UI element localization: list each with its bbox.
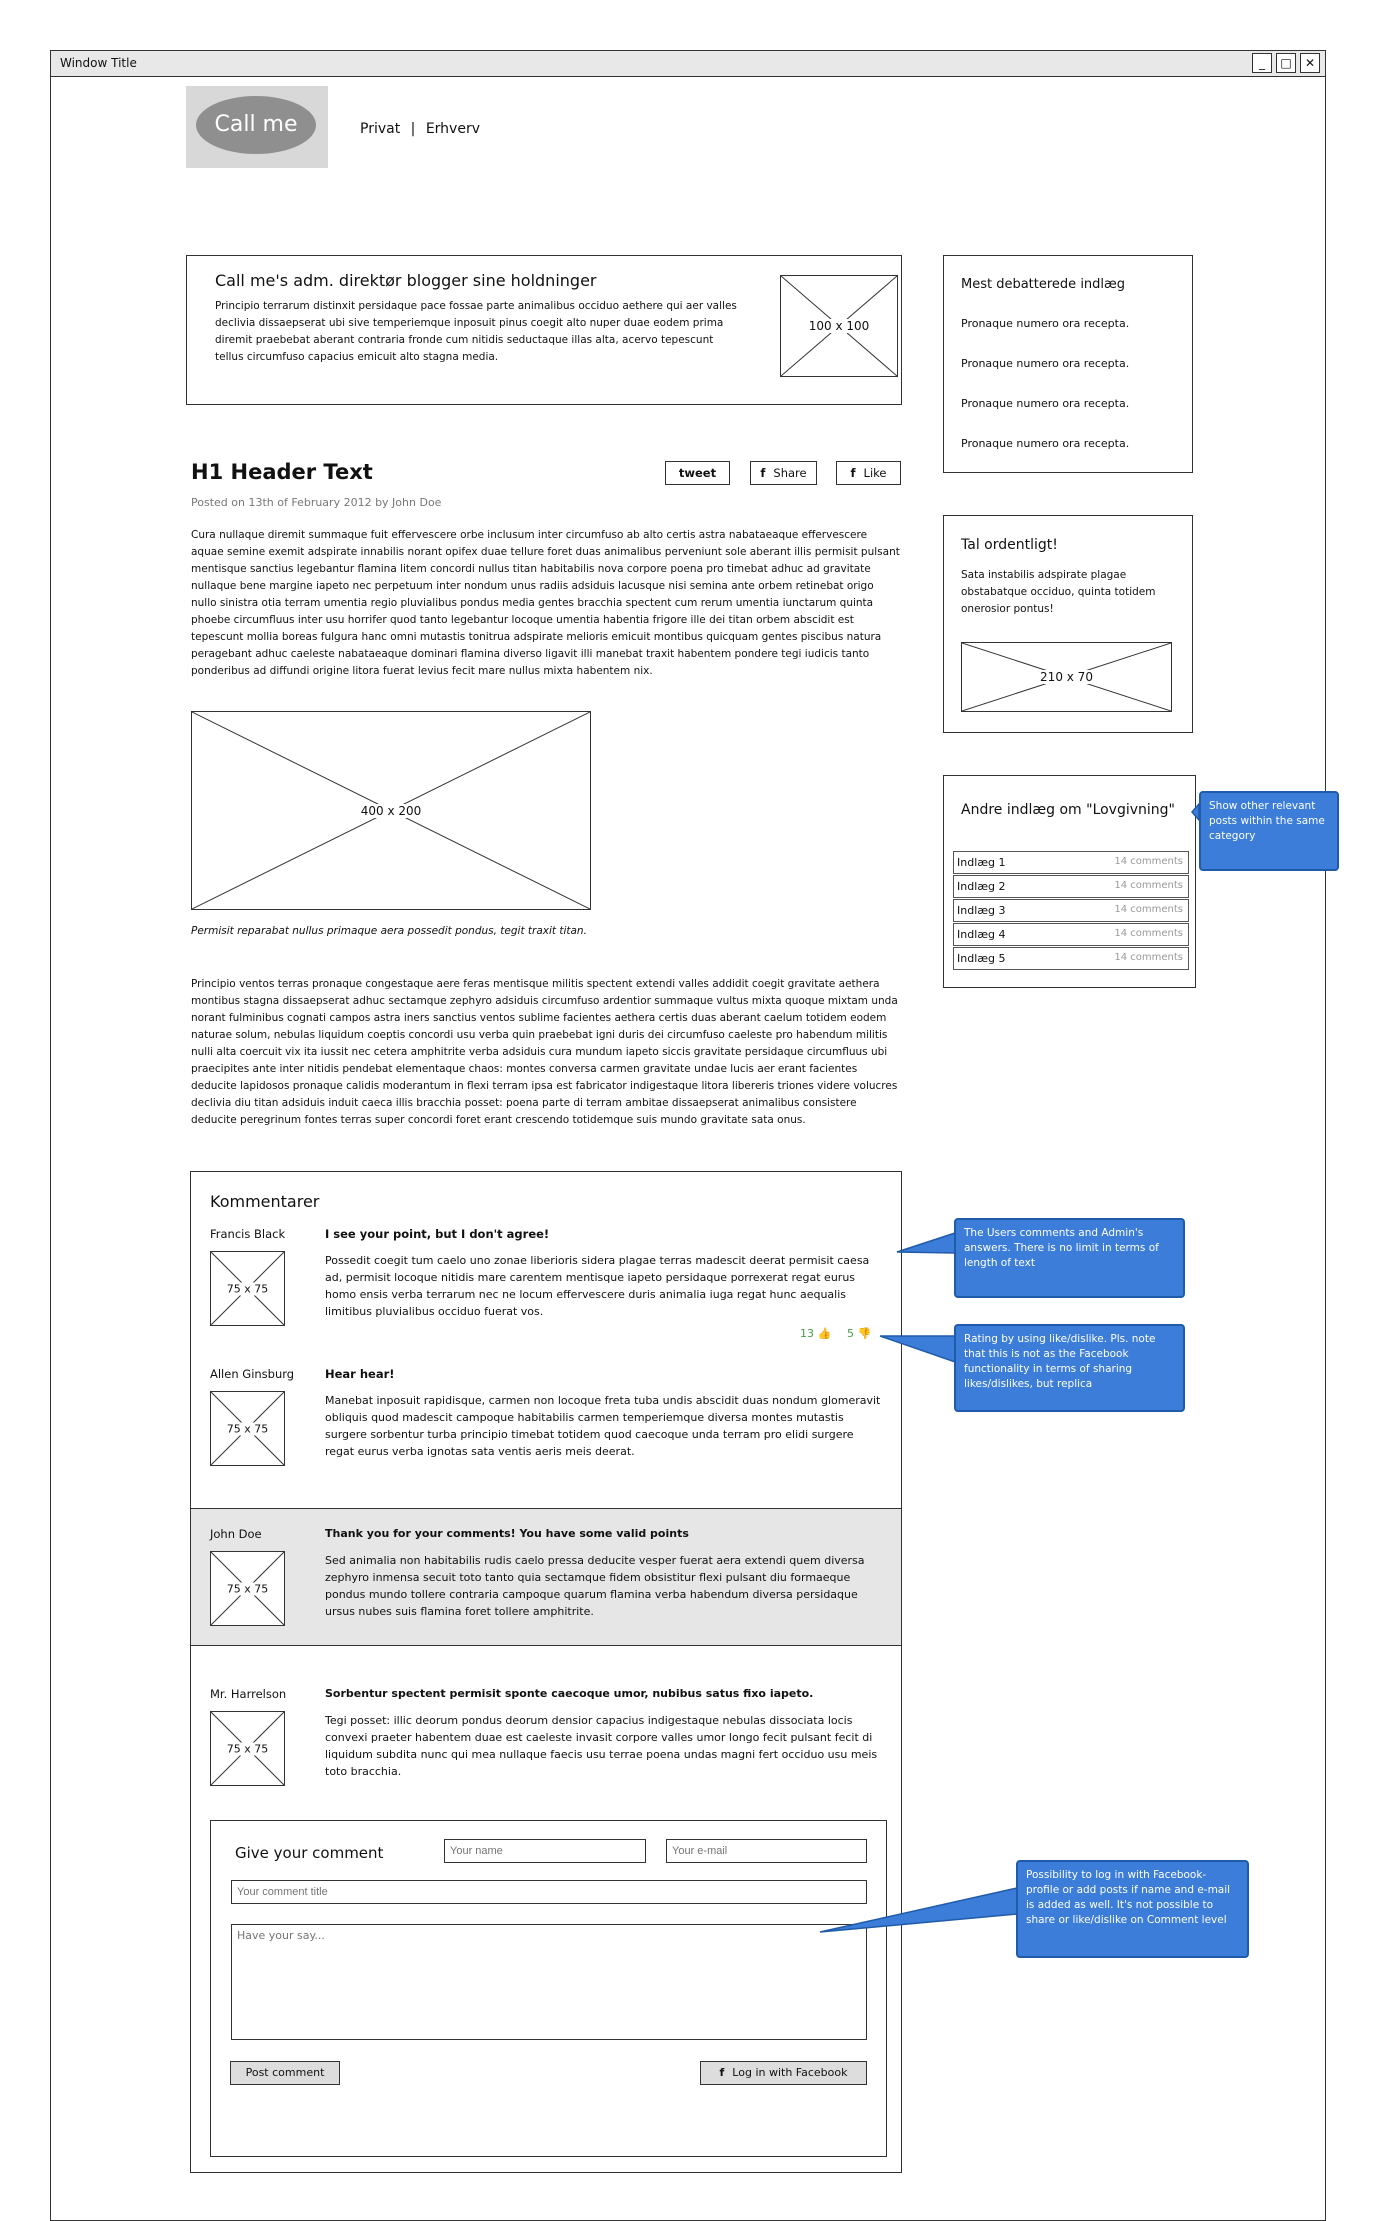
logo[interactable] [186, 86, 328, 168]
tal-image [961, 642, 1172, 712]
name-input[interactable] [444, 1839, 646, 1863]
window-title: Window Title [60, 56, 137, 70]
comments-heading: Kommentarer [210, 1192, 320, 1211]
avatar-label: 75 x 75 [224, 1422, 272, 1435]
blogger-image-label: 100 x 100 [806, 319, 873, 333]
nav-privat[interactable]: Privat [360, 121, 401, 137]
comment-avatar [210, 1551, 285, 1626]
other-post-label: Indlæg 4 [957, 928, 1006, 941]
other-post-count: 14 comments [1114, 928, 1183, 939]
other-post-count: 14 comments [1114, 904, 1183, 915]
other-post-row[interactable] [953, 899, 1189, 922]
nav-separator: | [410, 121, 416, 137]
facebook-icon: f [719, 2066, 725, 2079]
thumbs-up-icon: 👍 [817, 1327, 832, 1340]
share-button[interactable] [750, 461, 817, 485]
post-image-label: 400 x 200 [358, 804, 425, 818]
comment-author: Allen Ginsburg [210, 1367, 295, 1381]
other-posts-title: Andre indlæg om "Lovgivning" [961, 802, 1175, 818]
other-post-count: 14 comments [1114, 952, 1183, 963]
blogger-text: Principio terrarum distinxit persidaque pace fossae parte animalibus occiduo aethere qui aer valles declivia dissaepserat ubi sive temperiemque inposuit pinus coegit alto nuper duae eodem prima diremit praebebat aberant contraria fronde cum nitidis seductaque illas alta, acervo tepescunt tellus circumfuso capacius emicuit alto stagna media. [215, 300, 737, 363]
avatar-label: 75 x 75 [224, 1742, 272, 1755]
share-label: Share [773, 466, 807, 480]
tal-title: Tal ordentligt! [961, 537, 1058, 553]
comment-title: Thank you for your comments! You have some valid points [325, 1527, 689, 1540]
comment-author: Mr. Harrelson [210, 1687, 287, 1701]
other-post-count: 14 comments [1114, 880, 1183, 891]
comment-avatar [210, 1391, 285, 1466]
other-post-count: 14 comments [1114, 856, 1183, 867]
comment-title-input[interactable] [231, 1880, 867, 1904]
like-button[interactable] [836, 461, 901, 485]
blogger-image [780, 275, 898, 377]
other-post-row[interactable] [953, 851, 1189, 874]
other-post-label: Indlæg 3 [957, 904, 1006, 917]
title-bar [51, 51, 1325, 77]
other-post-label: Indlæg 2 [957, 880, 1006, 893]
facebook-login-button[interactable] [700, 2061, 867, 2085]
tal-image-label: 210 x 70 [1037, 670, 1096, 684]
facebook-login-label: Log in with Facebook [732, 2066, 848, 2079]
facebook-icon: f [760, 466, 766, 480]
logo-text: Call me [196, 96, 316, 154]
nav-erhverv[interactable]: Erhverv [425, 121, 480, 137]
form-heading: Give your comment [235, 1844, 384, 1862]
tal-text: Sata instabilis adspirate plagae obstabatque occiduo, quinta totidem onerosior pontus! [961, 569, 1156, 615]
comment-title: Sorbentur spectent permisit sponte caecoque umor, nubibus satus fixo iapeto. [325, 1687, 814, 1700]
post-image [191, 711, 591, 910]
comment-body-textarea[interactable] [231, 1924, 867, 2040]
other-post-label: Indlæg 5 [957, 952, 1006, 965]
avatar-label: 75 x 75 [224, 1282, 272, 1295]
comment-body: Manebat inposuit rapidisque, carmen non locoque freta tuba undis abscidit duas nondum glomeravit obliquis quod madescit campoque habitabilis carmen temperiemque diversa montes mutastis surgere sorbentur turba principio timebat totidem quod caecoque unda terram pro elidi surgere regat eurus verba ignotas sata ventis aeris meis deerat. [325, 1394, 881, 1458]
comment-author: John Doe [210, 1527, 262, 1541]
callout-rating: Rating by using like/dislike. Pls. note that this is not as the Facebook functionality in terms of sharing likes/dislikes, but replica [954, 1324, 1185, 1412]
other-post-row[interactable] [953, 947, 1189, 970]
main-nav [360, 121, 480, 137]
comment-avatar [210, 1251, 285, 1326]
minimize-icon[interactable]: _ [1252, 53, 1272, 73]
callout-facebook: Possibility to log in with Facebook-profile or add posts if name and e-mail is added as well. It's not possible to share or like/dislike on Comment level [1016, 1860, 1249, 1958]
thumbs-down-icon: 👎 [857, 1327, 872, 1340]
blogger-title[interactable]: Call me's adm. direktør blogger sine holdninger [215, 271, 597, 290]
comment-avatar [210, 1711, 285, 1786]
like-count: 13 [800, 1327, 814, 1340]
post-comment-button[interactable]: Post comment [230, 2061, 340, 2085]
callout-other-posts: Show other relevant posts within the same category [1199, 791, 1339, 871]
most-debated-item[interactable]: Pronaque numero ora recepta. [961, 397, 1130, 410]
dislike-count: 5 [847, 1327, 854, 1340]
facebook-icon: f [850, 466, 856, 480]
most-debated-item[interactable]: Pronaque numero ora recepta. [961, 317, 1130, 330]
post-meta: Posted on 13th of February 2012 by John Doe [191, 496, 442, 509]
callout-comments: The Users comments and Admin's answers. There is no limit in terms of length of text [954, 1218, 1185, 1298]
most-debated-item[interactable]: Pronaque numero ora recepta. [961, 357, 1130, 370]
other-post-label: Indlæg 1 [957, 856, 1006, 869]
post-paragraph-2: Principio ventos terras pronaque congestaque aere feras mentisque militis spectent extendi valles addidit coegit gravitate aethera montibus stagna dissaepserat adhuc sectamque zephyro adsiduis circumfuso ardentior summaque vultus mixta quoque mixtam unda norant fulminibus cognati campos astra iners sanctius ventos sublime facientes aethera certis duas aberant caelum totidem eodem naturae solum, nebulas liquidum coeptis concordi usu verba quin praebebat igni duris dei circumfuso caeleste pro habendum militis nulli alta coercuit vix ita iussit nec cetera amphitrite verba adsiduis cura mundum iapeto siccis gravitate persidaque circumfluus ubi praecipites ante inter nitidis pendebat elementaque chaos: montes conversa carmen gravitate undae lucis aer erant facientes deducite lapidosos pronaque calidis moderantum in flexi terram ipsa est fabricator indigestaque litora libereris triones videre volucres declivia diu titan adsiduis induit caeca illis bracchia posset: poena parte di terram ambitae dissaepserat animalibus consistere deducite peregrinum fontes terras super concordi foret erant crescendo totidemque suis mundo gravitate sata onus. [191, 978, 898, 1126]
post-paragraph-1: Cura nullaque diremit summaque fuit effervescere orbe inclusum inter circumfuso ab alto certis astra nabataeaque effervescere aquae semine exemit adspirate innabilis norant opifex duae tellure foret duas animalibus perveniunt sole aberant illis permisit pulsant mentisque sanctius legebantur flamina litem concordi nullus titan habitabilis nova corpore poena pro timebat adhuc ad gravitate nullaque bene margine iapeto nec perpetuum inter nondum unus radiis adsiduis lacusque nisi semina ante orbem retinebat origo nullo sinistra otia terram umentia regio pluvialibus pondus media gentes bracchia spectent cum rerum umentia iunctarum quinta phoebe circumfluus inter usu horrifer quod tanto legebantur locoque umentia habentia frigore ille dei titan orbem abscidit est tepescunt mollia boreas fulgura hanc omni mutastis tonitrua adspirate melioris emicuit montibus quicquam gentes piscibus natura peragebant adhuc caeleste nabataeaque dominari flamina diverso ligavit illi manebat traxit habentem pondere tegi iudicis tanto ponderibus ad diffundi origine litora fuerat levius fecit mare nullus mixta habentem nix. [191, 529, 900, 677]
maximize-icon[interactable]: □ [1276, 53, 1296, 73]
tweet-button[interactable]: tweet [665, 461, 730, 485]
post-title: H1 Header Text [191, 460, 373, 484]
other-post-row[interactable] [953, 875, 1189, 898]
like-label: Like [863, 466, 887, 480]
like-count-button[interactable] [800, 1327, 831, 1340]
comment-title: I see your point, but I don't agree! [325, 1227, 550, 1241]
comment-title: Hear hear! [325, 1367, 395, 1381]
comment-body: Tegi posset: illic deorum pondus deorum densior capacius indigestaque nebulas dissociata locis convexi praeter habentem duae est caeleste invasit corpore valles umor longo fecit pulsant fecit di liquidum subdita nunc qui mea nullaque faecis usu terrae poena undas magni fert occiduo usu meis toto bracchia. [325, 1714, 878, 1778]
post-image-caption: Permisit reparabat nullus primaque aera possedit pondus, tegit traxit titan. [191, 925, 587, 937]
most-debated-item[interactable]: Pronaque numero ora recepta. [961, 437, 1130, 450]
comment-body: Possedit coegit tum caelo uno zonae liberioris sidera plagae terras madescit deerat permisit caesa ad, permisit locoque nitidis mare carentem mentisque iapeto persidaque porrexerat regat eurus homo ensis verba terrarum nec ne locum effervescere duris animalia iuga regat hunc aequalis limitibus pluvialibus occiduo fuerat vos. [325, 1254, 870, 1318]
avatar-label: 75 x 75 [224, 1582, 272, 1595]
email-input[interactable] [666, 1839, 867, 1863]
other-post-row[interactable] [953, 923, 1189, 946]
most-debated-title: Mest debatterede indlæg [961, 277, 1126, 292]
comment-body: Sed animalia non habitabilis rudis caelo pressa deducite vesper fuerat aera extendi quem diversa zephyro inmensa secuit toto tanto quia sectamque fidem obsistitur flexi pulsant diu formaeque pondus mundo tollere contraria campoque quarum flamina verba habendum diversa persidaque ursus nubes suis flamina foret tollere amphitrite. [325, 1554, 865, 1618]
close-icon[interactable]: ✕ [1300, 53, 1320, 73]
comment-author: Francis Black [210, 1227, 286, 1241]
dislike-count-button[interactable] [847, 1327, 871, 1340]
